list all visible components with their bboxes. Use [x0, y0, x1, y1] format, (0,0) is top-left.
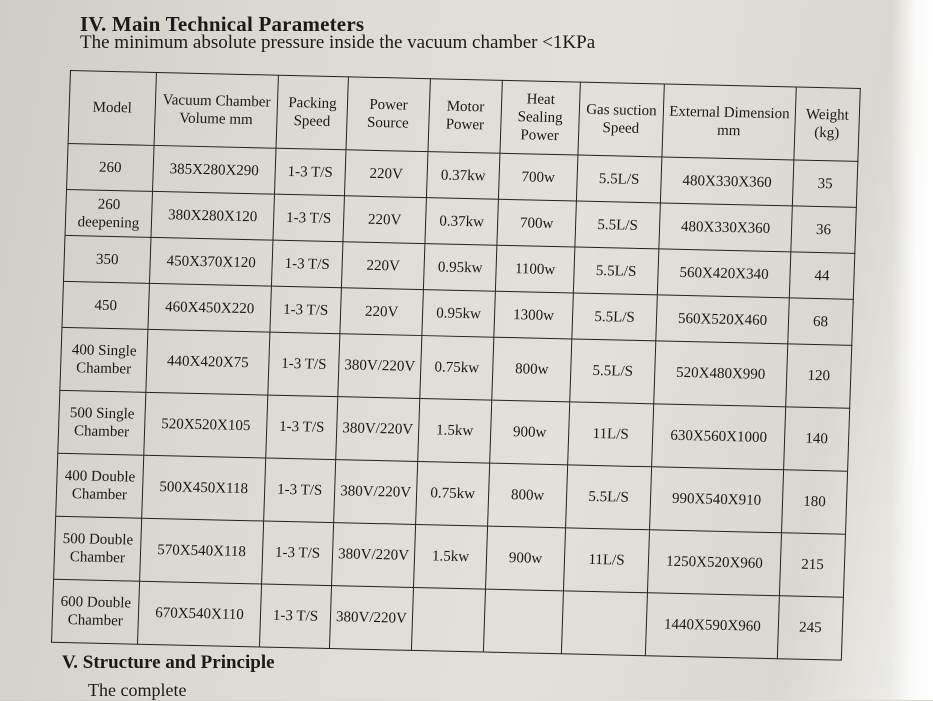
cell-weight: 44: [789, 252, 855, 299]
cell-motor-power: 0.37kw: [425, 198, 499, 246]
cell-heat-sealing-power: 900w: [485, 526, 565, 591]
cell-packing-speed: 1-3 T/S: [268, 332, 340, 397]
parameters-table-wrapper: [51, 70, 860, 661]
cell-power-source: 380V/220V: [332, 523, 416, 588]
cell-packing-speed: 1-3 T/S: [274, 148, 346, 196]
cell-weight: 215: [779, 533, 845, 597]
cell-external-dimension: 1440X590X960: [645, 593, 779, 659]
cell-external-dimension: 560X520X460: [656, 295, 789, 344]
header-packing-speed: Packing Speed: [276, 75, 348, 150]
cell-weight: 36: [791, 206, 857, 253]
cell-weight: 245: [777, 596, 843, 660]
cell-motor-power: [411, 587, 485, 652]
cell-weight: 180: [782, 470, 848, 534]
cell-model: 500 Single Chamber: [58, 390, 146, 455]
cell-power-source: 380V/220V: [336, 397, 420, 462]
cell-heat-sealing-power: [483, 589, 563, 654]
cell-chamber-volume: 460X450X220: [148, 283, 271, 332]
cell-heat-sealing-power: 900w: [490, 400, 570, 465]
cell-gas-suction-speed: 5.5L/S: [570, 339, 656, 404]
cell-gas-suction-speed: 5.5L/S: [576, 155, 662, 203]
cell-packing-speed: 1-3 T/S: [271, 240, 343, 288]
cell-model: 600 Double Chamber: [52, 579, 140, 644]
cell-external-dimension: 480X330X360: [659, 203, 792, 252]
header-power-source: Power Source: [346, 77, 430, 152]
cell-packing-speed: 1-3 T/S: [273, 194, 345, 242]
cell-external-dimension: 630X560X1000: [652, 404, 786, 470]
cell-power-source: 220V: [344, 150, 428, 198]
section-5-title: V. Structure and Principle: [62, 652, 275, 673]
cell-gas-suction-speed: 11L/S: [563, 528, 649, 593]
cell-gas-suction-speed: 11L/S: [568, 402, 654, 467]
cell-motor-power: 0.75kw: [416, 461, 490, 526]
cell-weight: 140: [784, 407, 850, 471]
cell-chamber-volume: 380X280X120: [151, 191, 274, 240]
cell-motor-power: 0.37kw: [426, 152, 500, 200]
cell-heat-sealing-power: 800w: [488, 463, 568, 528]
cell-chamber-volume: 520X520X105: [144, 392, 268, 458]
cell-packing-speed: 1-3 T/S: [259, 584, 331, 649]
header-model: Model: [68, 71, 156, 146]
cell-heat-sealing-power: 700w: [498, 153, 578, 201]
cell-model: 450: [62, 281, 150, 329]
cell-model: 400 Single Chamber: [60, 327, 148, 392]
cell-gas-suction-speed: 5.5L/S: [572, 293, 658, 341]
header-gas-suction-speed: Gas suction Speed: [578, 82, 664, 157]
cell-external-dimension: 480X330X360: [660, 157, 793, 206]
header-heat-sealing-power: Heat Sealing Power: [500, 80, 580, 155]
cell-gas-suction-speed: 5.5L/S: [575, 201, 661, 249]
cell-motor-power: 0.75kw: [420, 336, 494, 401]
cell-motor-power: 0.95kw: [422, 290, 496, 338]
cell-motor-power: 1.5kw: [414, 524, 488, 589]
cell-weight: 120: [786, 344, 852, 408]
cell-chamber-volume: 670X540X110: [137, 581, 261, 647]
section-5-body: The complete: [88, 680, 187, 700]
cell-model: 350: [63, 235, 151, 283]
cell-chamber-volume: 450X370X120: [149, 237, 272, 286]
cell-motor-power: 0.95kw: [423, 244, 497, 292]
cell-chamber-volume: 500X450X118: [142, 455, 266, 521]
cell-heat-sealing-power: 800w: [492, 337, 572, 402]
cell-gas-suction-speed: 5.5L/S: [566, 465, 652, 530]
cell-external-dimension: 520X480X990: [654, 341, 788, 407]
cell-weight: 35: [792, 160, 858, 207]
cell-external-dimension: 560X420X340: [657, 249, 790, 298]
cell-power-source: 380V/220V: [334, 460, 418, 525]
cell-model: 260: [67, 143, 155, 191]
cell-model: 500 Double Chamber: [54, 516, 142, 581]
cell-power-source: 380V/220V: [338, 334, 422, 399]
header-weight: Weight (kg): [794, 87, 860, 161]
cell-gas-suction-speed: 5.5L/S: [573, 247, 659, 295]
cell-chamber-volume: 385X280X290: [153, 145, 276, 194]
cell-heat-sealing-power: 700w: [497, 199, 577, 247]
cell-model: 260 deepening: [65, 189, 153, 237]
cell-heat-sealing-power: 1100w: [495, 245, 575, 293]
cell-packing-speed: 1-3 T/S: [266, 395, 338, 460]
cell-chamber-volume: 440X420X75: [146, 329, 270, 395]
header-external-dimension: External Dimension mm: [662, 84, 796, 160]
cell-power-source: 220V: [340, 288, 424, 336]
cell-external-dimension: 990X540X910: [650, 467, 784, 533]
section-4-title: IV. Main Technical Parameters: [80, 12, 365, 36]
cell-power-source: 220V: [343, 196, 427, 244]
cell-packing-speed: 1-3 T/S: [264, 458, 336, 523]
header-chamber-volume: Vacuum Chamber Volume mm: [154, 72, 278, 148]
cell-power-source: 380V/220V: [329, 586, 413, 651]
cell-motor-power: 1.5kw: [418, 399, 492, 464]
section-4-subtitle: The minimum absolute pressure inside the vacuum chamber <1KPa: [80, 32, 596, 53]
cell-packing-speed: 1-3 T/S: [262, 521, 334, 586]
cell-heat-sealing-power: 1300w: [494, 291, 574, 339]
parameters-table: [51, 70, 861, 661]
cell-external-dimension: 1250X520X960: [647, 530, 781, 596]
header-motor-power: Motor Power: [428, 79, 502, 154]
page-binding-edge: [891, 0, 933, 700]
cell-chamber-volume: 570X540X118: [140, 518, 264, 584]
cell-model: 400 Double Chamber: [56, 453, 144, 518]
cell-power-source: 220V: [341, 242, 425, 290]
cell-weight: 68: [788, 298, 854, 345]
cell-packing-speed: 1-3 T/S: [270, 286, 342, 334]
cell-gas-suction-speed: [561, 591, 647, 656]
